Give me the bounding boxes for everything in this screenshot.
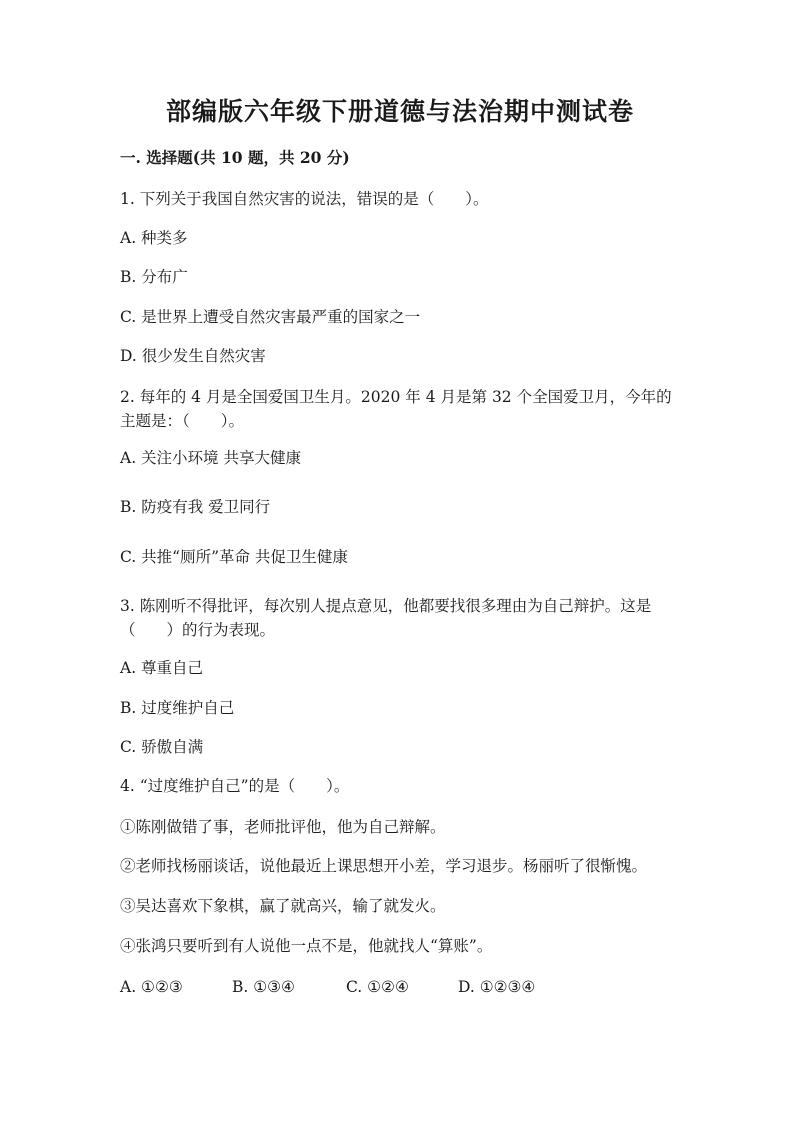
question-3-option-c: C. 骄傲自满 (120, 738, 204, 756)
question-4-option-a: A. ①②③ (120, 978, 183, 996)
page-title: 部编版六年级下册道德与法治期中测试卷 (165, 97, 634, 126)
question-1-option-c: C. 是世界上遭受自然灾害最严重的国家之一 (120, 308, 421, 326)
question-2-stem-line-1: 2. 每年的 4 月是全国爱国卫生月。2020 年 4 月是第 32 个全国爱卫月，今年的 (120, 388, 672, 406)
question-4-item-4: ④张鸿只要听到有人说他一点不是，他就找人“算账”。 (120, 937, 493, 955)
question-2-option-c: C. 共推“厕所”革命 共促卫生健康 (120, 548, 348, 566)
section-heading: 一. 选择题(共 10 题，共 20 分) (120, 148, 350, 167)
question-4-item-1: ①陈刚做错了事，老师批评他，他为自己辩解。 (120, 818, 446, 836)
question-4-item-3: ③吴达喜欢下象棋，赢了就高兴，输了就发火。 (120, 897, 446, 915)
question-3-option-b: B. 过度维护自己 (120, 699, 235, 717)
question-1-option-d: D. 很少发生自然灾害 (120, 347, 266, 365)
question-3-option-a: A. 尊重自己 (120, 659, 204, 677)
question-4-stem: 4. “过度维护自己”的是（ ）。 (120, 777, 350, 795)
question-2-option-b: B. 防疫有我 爱卫同行 (120, 498, 271, 516)
question-1-option-a: A. 种类多 (120, 229, 188, 247)
question-4-item-2: ②老师找杨丽谈话，说他最近上课思想开小差，学习退步。杨丽听了很惭愧。 (120, 857, 648, 875)
question-2-option-a: A. 关注小环境 共享大健康 (120, 449, 301, 467)
question-2-stem-line-2: 主题是：（ ）。 (120, 412, 245, 430)
question-3-stem-line-2: （ ）的行为表现。 (120, 621, 276, 639)
question-4-option-c: C. ①②④ (346, 978, 409, 996)
question-4-option-d: D. ①②③④ (458, 978, 536, 996)
question-1-option-b: B. 分布广 (120, 268, 188, 286)
question-3-stem-line-1: 3. 陈刚听不得批评，每次别人提点意见，他都要找很多理由为自己辩护。这是 (120, 597, 652, 615)
question-1-stem: 1. 下列关于我国自然灾害的说法，错误的是（ ）。 (120, 190, 489, 208)
question-4-option-b: B. ①③④ (232, 978, 295, 996)
